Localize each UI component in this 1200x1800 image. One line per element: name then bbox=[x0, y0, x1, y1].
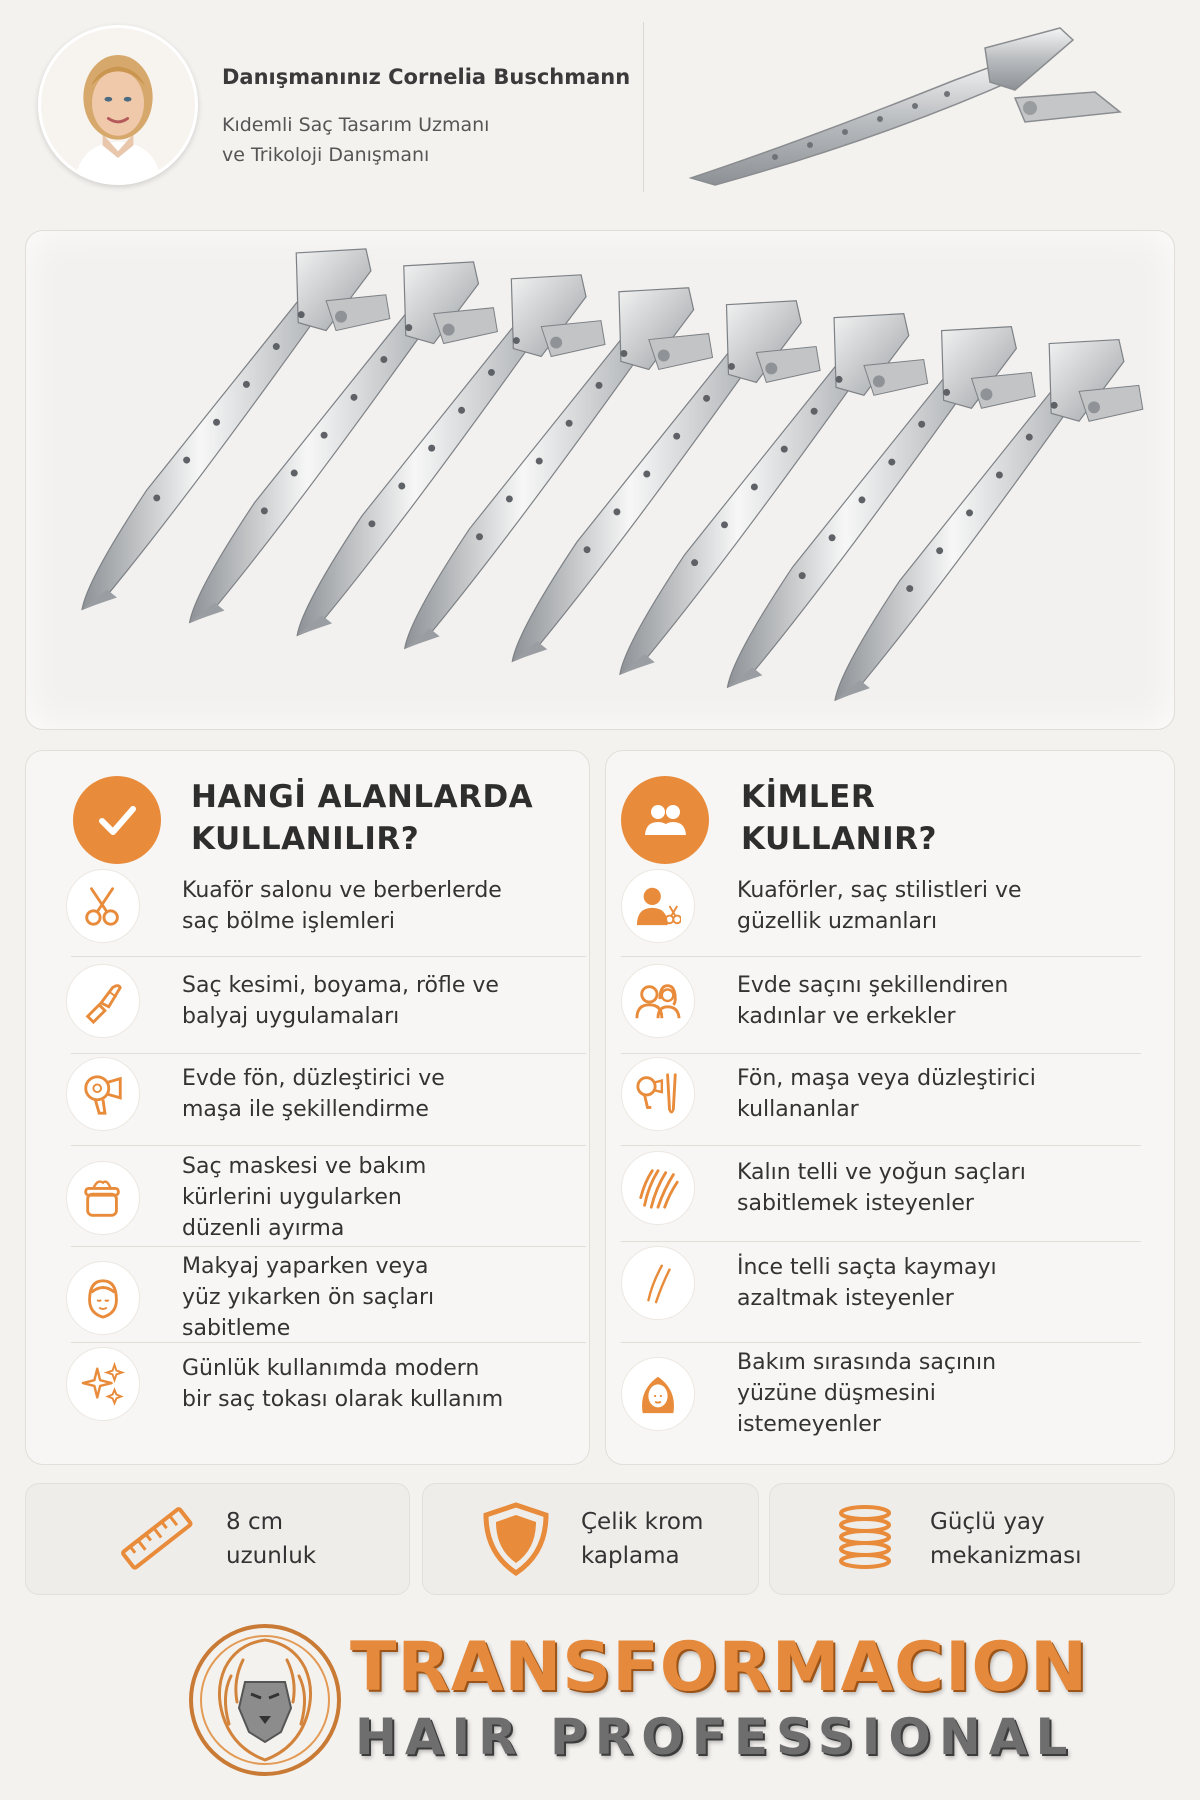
users-item bbox=[621, 1057, 1149, 1131]
usage-item-line2: kürlerini uygularken bbox=[182, 1185, 402, 1210]
item-divider bbox=[71, 1246, 586, 1247]
users-item bbox=[621, 964, 1149, 1038]
users-item bbox=[621, 869, 1149, 943]
item-divider bbox=[621, 956, 1141, 957]
usage-item-line1: Kuaför salonu ve berberlerde bbox=[182, 878, 502, 903]
usage-item bbox=[66, 964, 564, 1038]
feature-length-text bbox=[226, 1505, 316, 1573]
users-item-line2: kadınlar ve erkekler bbox=[737, 1004, 956, 1029]
ruler-icon bbox=[111, 1494, 201, 1584]
dryer-straightener-icon bbox=[621, 1057, 695, 1131]
spring-icon bbox=[820, 1494, 910, 1584]
usage-item-line1: Günlük kullanımda modern bbox=[182, 1356, 480, 1381]
cream-jar-icon bbox=[66, 1161, 140, 1235]
users-item-line2: azaltmak isteyenler bbox=[737, 1286, 954, 1311]
usage-item-line1: Evde fön, düzleştirici ve bbox=[182, 1066, 445, 1091]
users-item-line2: sabitlemek isteyenler bbox=[737, 1191, 974, 1216]
users-item-line2: kullananlar bbox=[737, 1097, 859, 1122]
users-item bbox=[621, 1347, 1149, 1440]
stylist-icon bbox=[621, 869, 695, 943]
usage-item-text bbox=[182, 970, 499, 1032]
users-item-line2: güzellik uzmanları bbox=[737, 909, 938, 934]
users-item-line1: Fön, maşa veya düzleştirici bbox=[737, 1066, 1036, 1091]
item-divider bbox=[621, 1241, 1141, 1242]
feature-spring-text bbox=[930, 1505, 1081, 1573]
users-item-line2: yüzüne düşmesini bbox=[737, 1381, 936, 1406]
usage-item bbox=[66, 869, 564, 943]
usage-item-line2: bir saç tokası olarak kullanım bbox=[182, 1387, 504, 1412]
users-item-text bbox=[737, 1347, 996, 1440]
feature-spring-line-1: Güçlü yay bbox=[930, 1509, 1045, 1535]
users-item-text bbox=[737, 1157, 1026, 1219]
feature-coating bbox=[422, 1483, 759, 1595]
usage-heading-line-2: KULLANILIR? bbox=[191, 821, 420, 857]
users-item-text bbox=[737, 875, 1022, 937]
feature-length-line-2: uzunluk bbox=[226, 1543, 317, 1569]
usage-item-text bbox=[182, 1063, 445, 1125]
check-icon bbox=[73, 776, 161, 864]
usage-heading-line-1: HANGİ ALANLARDA bbox=[191, 779, 534, 815]
item-divider bbox=[71, 1145, 586, 1146]
face-icon bbox=[66, 1261, 140, 1335]
brand-subtitle: HAIR PROFESSIONAL bbox=[355, 1708, 1076, 1766]
usage-item-line2: yüz yıkarken ön saçları bbox=[182, 1285, 435, 1310]
usage-item-line1: Saç kesimi, boyama, röfle ve bbox=[182, 973, 499, 998]
usage-item-line2: maşa ile şekillendirme bbox=[182, 1097, 429, 1122]
usage-item-text bbox=[182, 1353, 503, 1415]
hero-hair-clip-image bbox=[685, 20, 1125, 195]
usage-item bbox=[66, 1057, 564, 1131]
users-item-text bbox=[737, 1252, 997, 1314]
usage-item bbox=[66, 1347, 564, 1421]
consultant-photo bbox=[38, 25, 198, 185]
usage-item-text bbox=[182, 875, 502, 937]
feature-coating-text bbox=[581, 1505, 703, 1573]
brush-icon bbox=[66, 964, 140, 1038]
header-divider bbox=[643, 22, 644, 192]
feature-coating-line-1: Çelik krom bbox=[581, 1509, 704, 1535]
brand-title: TRANSFORMACION bbox=[350, 1628, 1089, 1707]
users-item-line3: istemeyenler bbox=[737, 1412, 881, 1437]
scissors-icon bbox=[66, 869, 140, 943]
usage-item-text bbox=[182, 1151, 426, 1244]
users-item bbox=[621, 1151, 1149, 1225]
item-divider bbox=[71, 1053, 586, 1054]
consultant-role-line-2: ve Trikoloji Danışmanı bbox=[222, 144, 430, 166]
woman-icon bbox=[621, 1357, 695, 1431]
users-heading-line-2: KULLANIR? bbox=[741, 821, 937, 857]
feature-length-line-1: 8 cm bbox=[226, 1509, 283, 1535]
usage-card bbox=[25, 750, 590, 1465]
thin-hair-icon bbox=[621, 1246, 695, 1320]
users-item-line1: Bakım sırasında saçının bbox=[737, 1350, 997, 1375]
thick-hair-icon bbox=[621, 1151, 695, 1225]
usage-item-line2: saç bölme işlemleri bbox=[182, 909, 395, 934]
users-item bbox=[621, 1246, 1149, 1320]
users-item-text bbox=[737, 1063, 1036, 1125]
feature-coating-line-2: kaplama bbox=[581, 1543, 680, 1569]
feature-length bbox=[25, 1483, 410, 1595]
feature-spring bbox=[769, 1483, 1175, 1595]
usage-item-line1: Saç maskesi ve bakım bbox=[182, 1154, 427, 1179]
usage-item-line1: Makyaj yaparken veya bbox=[182, 1254, 429, 1279]
item-divider bbox=[71, 1342, 586, 1343]
usage-item-line2: balyaj uygulamaları bbox=[182, 1004, 400, 1029]
usage-item-text bbox=[182, 1251, 434, 1344]
usage-item bbox=[66, 1151, 564, 1244]
hair-dryer-icon bbox=[66, 1057, 140, 1131]
usage-item-line3: sabitleme bbox=[182, 1316, 291, 1341]
users-item-line1: Kalın telli ve yoğun saçları bbox=[737, 1160, 1026, 1185]
item-divider bbox=[621, 1342, 1141, 1343]
item-divider bbox=[621, 1053, 1141, 1054]
sparkles-icon bbox=[66, 1347, 140, 1421]
usage-item-line3: düzenli ayırma bbox=[182, 1216, 345, 1241]
feature-spring-line-2: mekanizması bbox=[930, 1543, 1082, 1569]
consultant-role-line-1: Kıdemli Saç Tasarım Uzmanı bbox=[222, 114, 490, 136]
consultant-name: Danışmanınız Cornelia Buschmann bbox=[222, 65, 631, 89]
users-card bbox=[605, 750, 1175, 1465]
lion-icon bbox=[185, 1620, 345, 1780]
couple-icon bbox=[621, 964, 695, 1038]
users-item-text bbox=[737, 970, 1008, 1032]
users-heading bbox=[741, 776, 937, 860]
product-clips-image bbox=[25, 230, 1175, 730]
consultant-role bbox=[222, 110, 582, 170]
users-heading-line-1: KİMLER bbox=[741, 779, 876, 815]
usage-item bbox=[66, 1251, 564, 1344]
users-item-line1: İnce telli saçta kaymayı bbox=[737, 1255, 997, 1280]
users-item-line1: Evde saçını şekillendiren bbox=[737, 973, 1009, 998]
item-divider bbox=[621, 1145, 1141, 1146]
usage-heading bbox=[191, 776, 533, 860]
people-icon bbox=[621, 776, 709, 864]
users-item-line1: Kuaförler, saç stilistleri ve bbox=[737, 878, 1022, 903]
item-divider bbox=[71, 956, 586, 957]
shield-icon bbox=[471, 1494, 561, 1584]
